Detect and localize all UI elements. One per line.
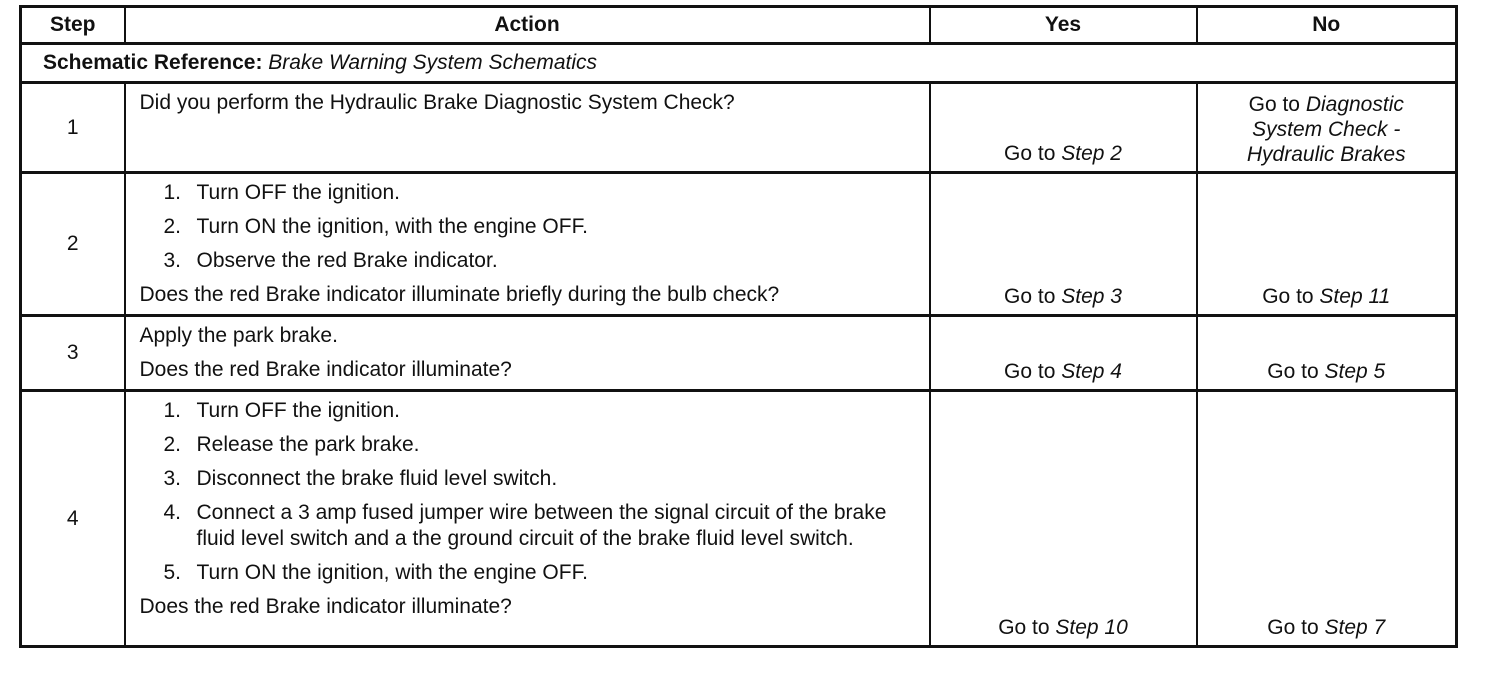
procedure-list — [140, 180, 917, 274]
schematic-reference-link[interactable]: Brake Warning System Schematics — [268, 51, 598, 74]
header-row — [21, 7, 1457, 44]
yes-prefix: Go to — [1004, 142, 1062, 165]
step-number: 4 — [21, 391, 125, 647]
yes-link[interactable]: Step 10 — [1055, 616, 1128, 639]
diagnostic-table — [19, 5, 1458, 648]
schematic-reference — [21, 44, 1457, 83]
procedure-list — [140, 398, 917, 586]
yes-link[interactable]: Step 3 — [1061, 285, 1122, 308]
no-link-line1[interactable]: Diagnostic — [1305, 93, 1404, 116]
yes-prefix: Go to — [998, 616, 1056, 639]
table-row — [21, 316, 1457, 391]
yes-link[interactable]: Step 4 — [1061, 360, 1122, 383]
list-item: 2. Turn ON the ignition, with the engine OFF. — [163, 215, 588, 238]
list-item: 3. Observe the red Brake indicator. — [163, 249, 498, 272]
header-no: No — [1197, 7, 1457, 44]
no-prefix: Go to — [1262, 285, 1320, 308]
yes-cell — [930, 173, 1197, 316]
list-item: 5. Turn ON the ignition, with the engine OFF. — [163, 561, 588, 584]
header-step: Step — [21, 7, 125, 44]
schematic-reference-label: Schematic Reference: — [43, 51, 263, 74]
action-question: Does the red Brake indicator illuminate briefly during the bulb check? — [139, 283, 780, 306]
schematic-reference-row — [21, 44, 1457, 83]
yes-prefix: Go to — [1004, 360, 1062, 383]
no-link[interactable]: Step 5 — [1324, 360, 1386, 383]
list-item: 4. Connect a 3 amp fused jumper wire between the signal circuit of the brake fluid level switch and a the ground circuit of the brake fluid level switch. — [163, 501, 887, 550]
action-question: Does the red Brake indicator illuminate? — [139, 595, 512, 618]
no-prefix: Go to — [1267, 616, 1325, 639]
yes-cell — [930, 83, 1197, 173]
yes-cell — [930, 391, 1197, 647]
action-cell — [125, 316, 930, 391]
no-prefix: Go to — [1248, 93, 1306, 116]
action-question: Does the red Brake indicator illuminate? — [139, 358, 512, 381]
header-yes: Yes — [930, 7, 1197, 44]
table-row — [21, 391, 1457, 647]
action-question: Did you perform the Hydraulic Brake Diagnostic System Check? — [139, 91, 735, 114]
yes-cell — [930, 316, 1197, 391]
no-cell — [1197, 391, 1457, 647]
no-link-line3[interactable]: Hydraulic Brakes — [1246, 143, 1406, 166]
table-row — [21, 83, 1457, 173]
no-cell — [1197, 316, 1457, 391]
table-row — [21, 173, 1457, 316]
list-item: 3. Disconnect the brake fluid level switch. — [163, 467, 558, 490]
action-instruction: Apply the park brake. — [139, 324, 338, 347]
step-number: 3 — [21, 316, 125, 391]
action-cell — [125, 83, 930, 173]
header-action: Action — [125, 7, 930, 44]
no-link[interactable]: Step 11 — [1319, 285, 1391, 308]
step-number: 2 — [21, 173, 125, 316]
action-cell — [125, 173, 930, 316]
yes-link[interactable]: Step 2 — [1061, 142, 1122, 165]
no-cell — [1197, 173, 1457, 316]
no-prefix: Go to — [1267, 360, 1325, 383]
list-item: 2. Release the park brake. — [163, 433, 420, 456]
no-cell — [1197, 83, 1457, 173]
list-item: 1. Turn OFF the ignition. — [163, 399, 400, 422]
no-link[interactable]: Step 7 — [1324, 616, 1386, 639]
step-number: 1 — [21, 83, 125, 173]
no-link-line2[interactable]: System Check - — [1252, 118, 1401, 141]
list-item: 1. Turn OFF the ignition. — [163, 181, 400, 204]
yes-prefix: Go to — [1004, 285, 1062, 308]
action-cell — [125, 391, 930, 647]
